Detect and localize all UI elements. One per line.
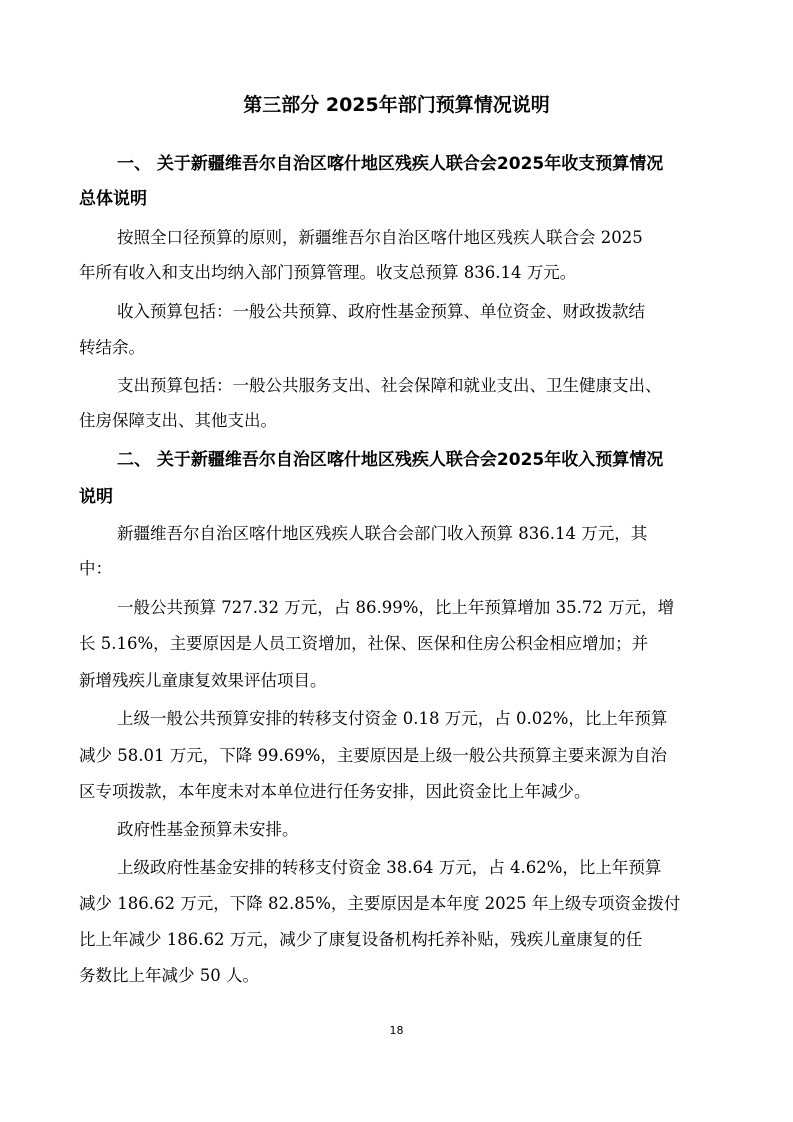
paragraph-3-line-2: 住房保障支出、其他支出。 (79, 411, 277, 430)
paragraph-7-line-1: 政府性基金预算未安排。 (117, 820, 299, 839)
paragraph-1-line-2: 年所有收入和支出均纳入部门预算管理。收支总预算 836.14 万元。 (79, 263, 577, 282)
section1-heading-line1: 一、 关于新疆维吾尔自治区喀什地区残疾人联合会2025年收支预算情况 (117, 154, 664, 174)
paragraph-3-line-1: 支出预算包括：一般公共服务支出、社会保障和就业支出、卫生健康支出、 (117, 376, 662, 395)
paragraph-2-line-1: 收入预算包括：一般公共预算、政府性基金预算、单位资金、财政拨款结 (117, 302, 645, 321)
paragraph-1-line-1: 按照全口径预算的原则，新疆维吾尔自治区喀什地区残疾人联合会 2025 (117, 228, 643, 247)
paragraph-6-line-1: 上级一般公共预算安排的转移支付资金 0.18 万元，占 0.02%，比上年预算 (117, 709, 668, 728)
paragraph-4-line-2: 中： (79, 559, 112, 578)
paragraph-8-line-1: 上级政府性基金安排的转移支付资金 38.64 万元，占 4.62%，比上年预算 (117, 858, 662, 877)
section2-heading-line2: 说明 (79, 487, 113, 507)
section2-heading-line1: 二、 关于新疆维吾尔自治区喀什地区残疾人联合会2025年收入预算情况 (117, 450, 664, 470)
paragraph-6-line-2: 减少 58.01 万元，下降 99.69%，主要原因是上级一般公共预算主要来源为自治 (79, 746, 667, 765)
page-number: 18 (389, 1024, 404, 1037)
paragraph-8-line-4: 务数比上年减少 50 人。 (79, 966, 259, 985)
paragraph-5-line-1: 一般公共预算 727.32 万元，占 86.99%，比上年预算增加 35.72 万元，增 (117, 598, 675, 617)
section1-heading-line2: 总体说明 (79, 189, 147, 209)
paragraph-5-line-3: 新增残疾儿童康复效果评估项目。 (79, 671, 327, 690)
paragraph-6-line-3: 区专项拨款，本年度未对本单位进行任务安排，因此资金比上年减少。 (79, 782, 591, 801)
page-title: 第三部分 2025年部门预算情况说明 (243, 94, 550, 116)
paragraph-8-line-3: 比上年减少 186.62 万元，减少了康复设备机构托养补贴，残疾儿童康复的任 (79, 930, 643, 949)
paragraph-4-line-1: 新疆维吾尔自治区喀什地区残疾人联合会部门收入预算 836.14 万元，其 (117, 524, 648, 543)
paragraph-2-line-2: 转结余。 (79, 338, 145, 357)
paragraph-8-line-2: 减少 186.62 万元，下降 82.85%，主要原因是本年度 2025 年上级专项资金拨付 (79, 894, 681, 913)
paragraph-5-line-2: 长 5.16%，主要原因是人员工资增加，社保、医保和住房公积金相应增加；并 (79, 634, 649, 653)
